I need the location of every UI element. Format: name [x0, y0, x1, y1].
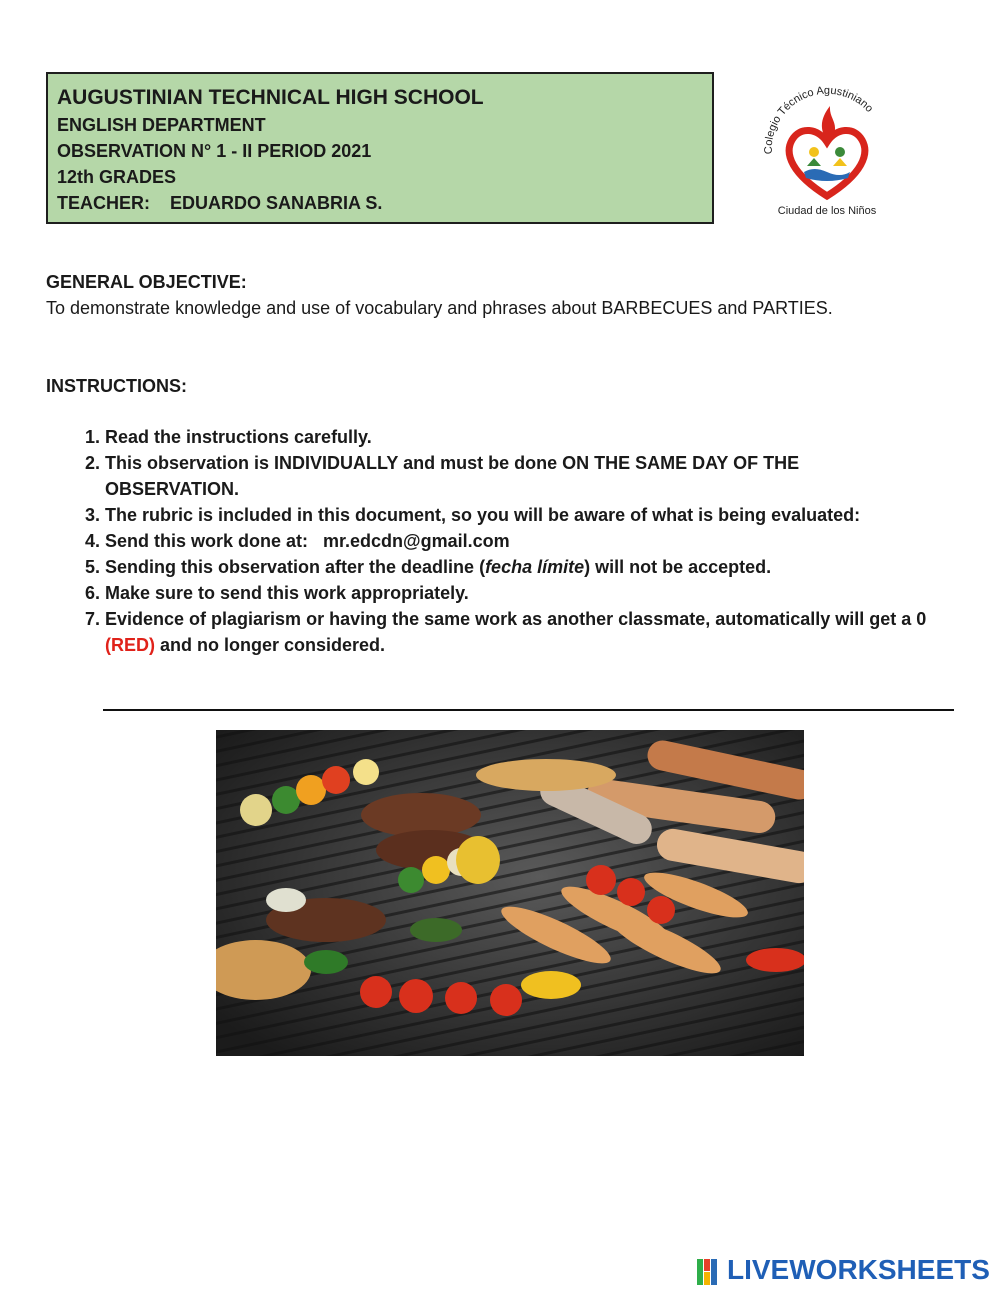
header-box — [46, 72, 714, 224]
objective-title: GENERAL OBJECTIVE: — [46, 272, 247, 292]
instruction-text: ) will not be accepted. — [584, 557, 772, 577]
instruction-text: Read the instructions carefully. — [105, 427, 372, 447]
list-item — [105, 554, 1000, 580]
department-name: ENGLISH DEPARTMENT — [57, 115, 266, 135]
divider-line — [103, 709, 954, 711]
instruction-text: Evidence of plagiarism or having the same work as another classmate, automatically will get a 0 — [105, 609, 937, 629]
logo-bottom-text: Ciudad de los Niños — [777, 205, 877, 217]
school-name: AUGUSTINIAN TECHNICAL HIGH SCHOOL — [57, 86, 484, 109]
list-item — [105, 502, 1000, 528]
liveworksheets-logo-icon — [697, 1259, 725, 1285]
objective-text: To demonstrate knowledge and use of vocabulary and phrases about BARBECUES and PARTIES. — [46, 298, 833, 318]
logo-arc-text: Colegio Técnico Agustiniano — [762, 84, 876, 155]
list-item — [105, 424, 1000, 450]
teacher-label: TEACHER: EDUARDO SANABRIA S. — [57, 193, 383, 213]
instructions-title: INSTRUCTIONS: — [46, 376, 187, 396]
instruction-text: Sending this observation after the deadline ( — [105, 557, 486, 577]
instruction-email: Send this work done at: mr.edcdn@gmail.com — [105, 531, 510, 551]
red-grade-label: (RED) — [105, 635, 155, 655]
grade-label: 12th GRADES — [57, 167, 177, 187]
instruction-text: and no longer considered. — [155, 635, 386, 655]
svg-text:Colegio Técnico Agustiniano — [763, 85, 876, 155]
observation-title: OBSERVATION N° 1 - II PERIOD 2021 — [57, 141, 372, 161]
instructions-list — [46, 424, 1000, 658]
list-item — [105, 450, 865, 502]
list-item — [105, 580, 1000, 606]
list-item — [105, 528, 1000, 554]
instruction-text: The rubric is included in this document, so you will be aware of what is being evaluated: — [105, 505, 861, 525]
list-item — [105, 606, 935, 658]
liveworksheets-brand: LIVEWORKSHEETS — [727, 1254, 990, 1285]
school-logo — [752, 74, 902, 224]
instruction-text: Make sure to send this work appropriately. — [105, 583, 469, 603]
deadline-term: fecha límite — [485, 557, 585, 577]
barbecue-grill-image — [216, 730, 804, 1056]
instruction-text: This observation is INDIVIDUALLY and must be done ON THE SAME DAY OF THE OBSERVATION. — [105, 453, 800, 499]
